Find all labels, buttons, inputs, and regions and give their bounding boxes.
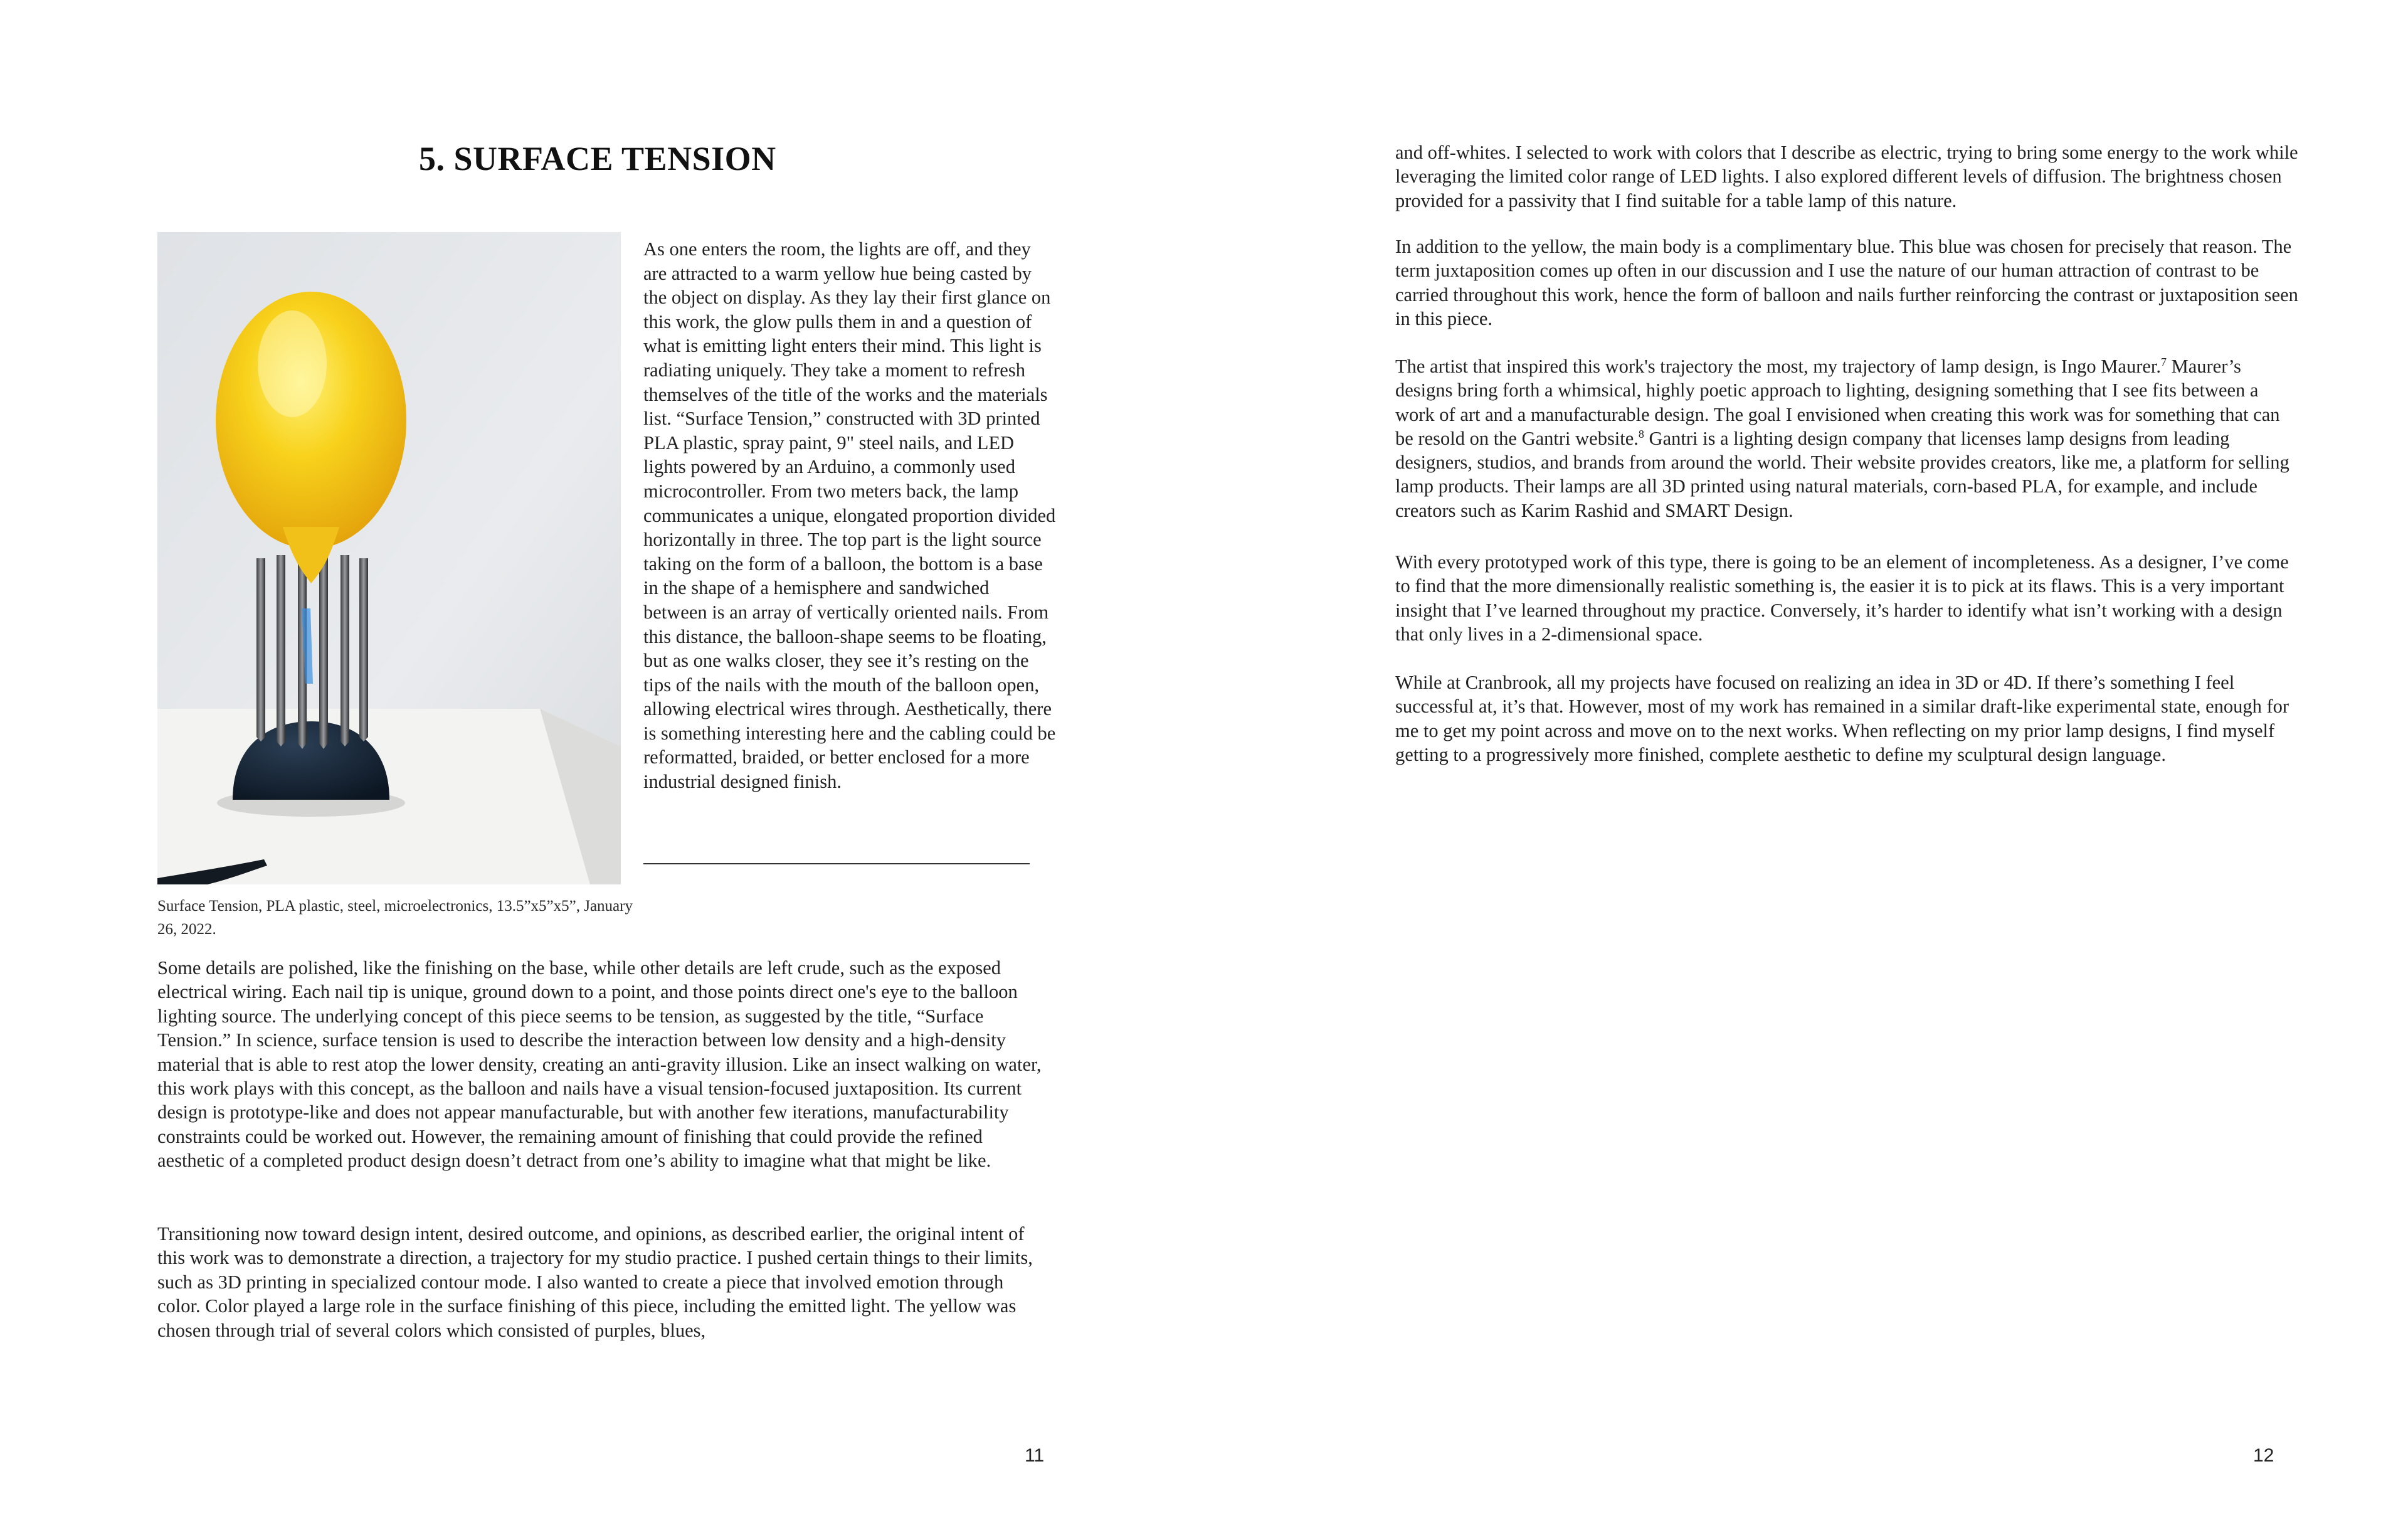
body-paragraph: Transitioning now toward design intent, desired outcome, and opinions, as described earlier, the original intent of this work was to demonstrate a direction, a trajectory for my studio practice. I pushed certain things to their limits, such as 3D printing in specialized contour mode. I also wanted to create a piece that involved emotion through color. Color played a large role in the surface finishing of this piece, including the emitted light. The yellow was chosen through trial of several colors which consisted of purples, blues, <box>157 1223 1033 1341</box>
paragraph-text: The artist that inspired this work's trajectory the most, my trajectory of lamp design, is Ingo Maurer. <box>1395 356 2161 377</box>
lamp-illustration <box>157 232 621 884</box>
section-title: 5. SURFACE TENSION <box>419 140 776 178</box>
footnote-marker[interactable]: 7 <box>2160 355 2167 368</box>
page-number: 11 <box>1025 1445 1045 1466</box>
lamp-photo <box>157 232 621 884</box>
footnote-marker[interactable]: 8 <box>1638 427 1644 440</box>
paragraph-text: Maurer’s designs bring forth a whimsical, highly poetic approach to lighting, designing something that I see fits between a work of art and a manufacturable design. The goal I envisioned when creating this work was for something that can be resold on the Gantri website. <box>1395 356 2280 449</box>
paragraph-text: Gantri is a lighting design company that licenses lamp designs from leading designers, studios, and brands from around the world. Their website provides creators, like me, a platform for selling lamp products. Their lamps are all 3D printed using natural materials, corn-based PLA, for example, and include creators such as Karim Rashid and SMART Design. <box>1395 427 2289 521</box>
body-paragraph: While at Cranbrook, all my projects have focused on realizing an idea in 3D or 4D. If there’s something I feel successful at, it’s that. However, most of my work has remained in a similar draft-like experimental state, enough for me to get my point across and move on to the next works. When reflecting on my prior lamp designs, I find myself getting to a progressively more finished, complete aesthetic to define my sculptural design language. <box>1395 672 2289 765</box>
page-number: 12 <box>2253 1445 2274 1466</box>
body-paragraph: With every prototyped work of this type, there is going to be an element of incompleteness. As a designer, I’ve come to find that the more dimensionally realistic something is, the easier it is to pick at its flaws. This is a very important insight that I’ve learned throughout my practice. Conversely, it’s harder to identify what isn’t working with a design that only lives in a 2-dimensional space. <box>1395 551 2289 645</box>
right-page <box>1204 0 2408 1533</box>
body-paragraph: and off-whites. I selected to work with colors that I describe as electric, trying to bring some energy to the work while leveraging the limited color range of LED lights. I also explored different levels of diffusion. The brightness chosen provided for a passivity that I find suitable for a table lamp of this nature. <box>1395 142 2298 211</box>
body-paragraph <box>1395 354 2298 522</box>
side-paragraph: As one enters the room, the lights are off, and they are attracted to a warm yellow hue being casted by the object on display. As they lay their first glance on this work, the glow pulls them in and a question of what is emitting light enters their mind. This light is radiating uniquely. They take a moment to refresh themselves of the title of the works and the materials list. “Surface Tension,” constructed with 3D printed PLA plastic, spray paint, 9" steel nails, and LED lights powered by an Arduino, a commonly used microcontroller. From two meters back, the lamp communicates a unique, elongated proportion divided horizontally in three. The top part is the light source taking on the form of a balloon, the bottom is a base in the shape of a hemisphere and sandwiched between is an array of vertically oriented nails. From this distance, the balloon-shape seems to be floating, but as one walks closer, they see it’s resting on the tips of the nails with the mouth of the balloon open, allowing electrical wires through. Aesthetically, there is something interesting here and the cabling could be reformatted, braided, or better enclosed for a more industrial designed finish. <box>643 238 1056 793</box>
body-paragraph: In addition to the yellow, the main body is a complimentary blue. This blue was chosen for precisely that reason. The term juxtaposition comes up often in our discussion and I use the nature of our human attraction of contrast to be carried throughout this work, hence the form of balloon and nails further reinforcing the contrast or juxtaposition seen in this piece. <box>1395 236 2298 329</box>
balloon-highlight <box>258 310 327 417</box>
body-paragraph: Some details are polished, like the finishing on the base, while other details are left crude, such as the exposed electrical wiring. Each nail tip is unique, ground down to a point, and those points direct one's eye to the balloon lighting source. The underlying concept of this piece seems to be tension, as suggested by the title, “Surface Tension.” In science, surface tension is used to describe the interaction between low density and a high-density material that is able to rest atop the lower density, creating an anti-gravity illusion. Like an insect walking on water, this work plays with this concept, as the balloon and nails have a visual tension-focused juxtaposition. Its current design is prototype-like and does not appear manufacturable, but with another few iterations, manufacturability constraints could be worked out. However, the remaining amount of finishing that could provide the refined aesthetic of a completed product design doesn’t detract from one’s ability to imagine what that might be like. <box>157 957 1042 1172</box>
footnote-rule <box>643 863 1030 864</box>
photo-caption: Surface Tension, PLA plastic, steel, microelectronics, 13.5”x5”x5”, January 26, 2022. <box>157 898 633 938</box>
